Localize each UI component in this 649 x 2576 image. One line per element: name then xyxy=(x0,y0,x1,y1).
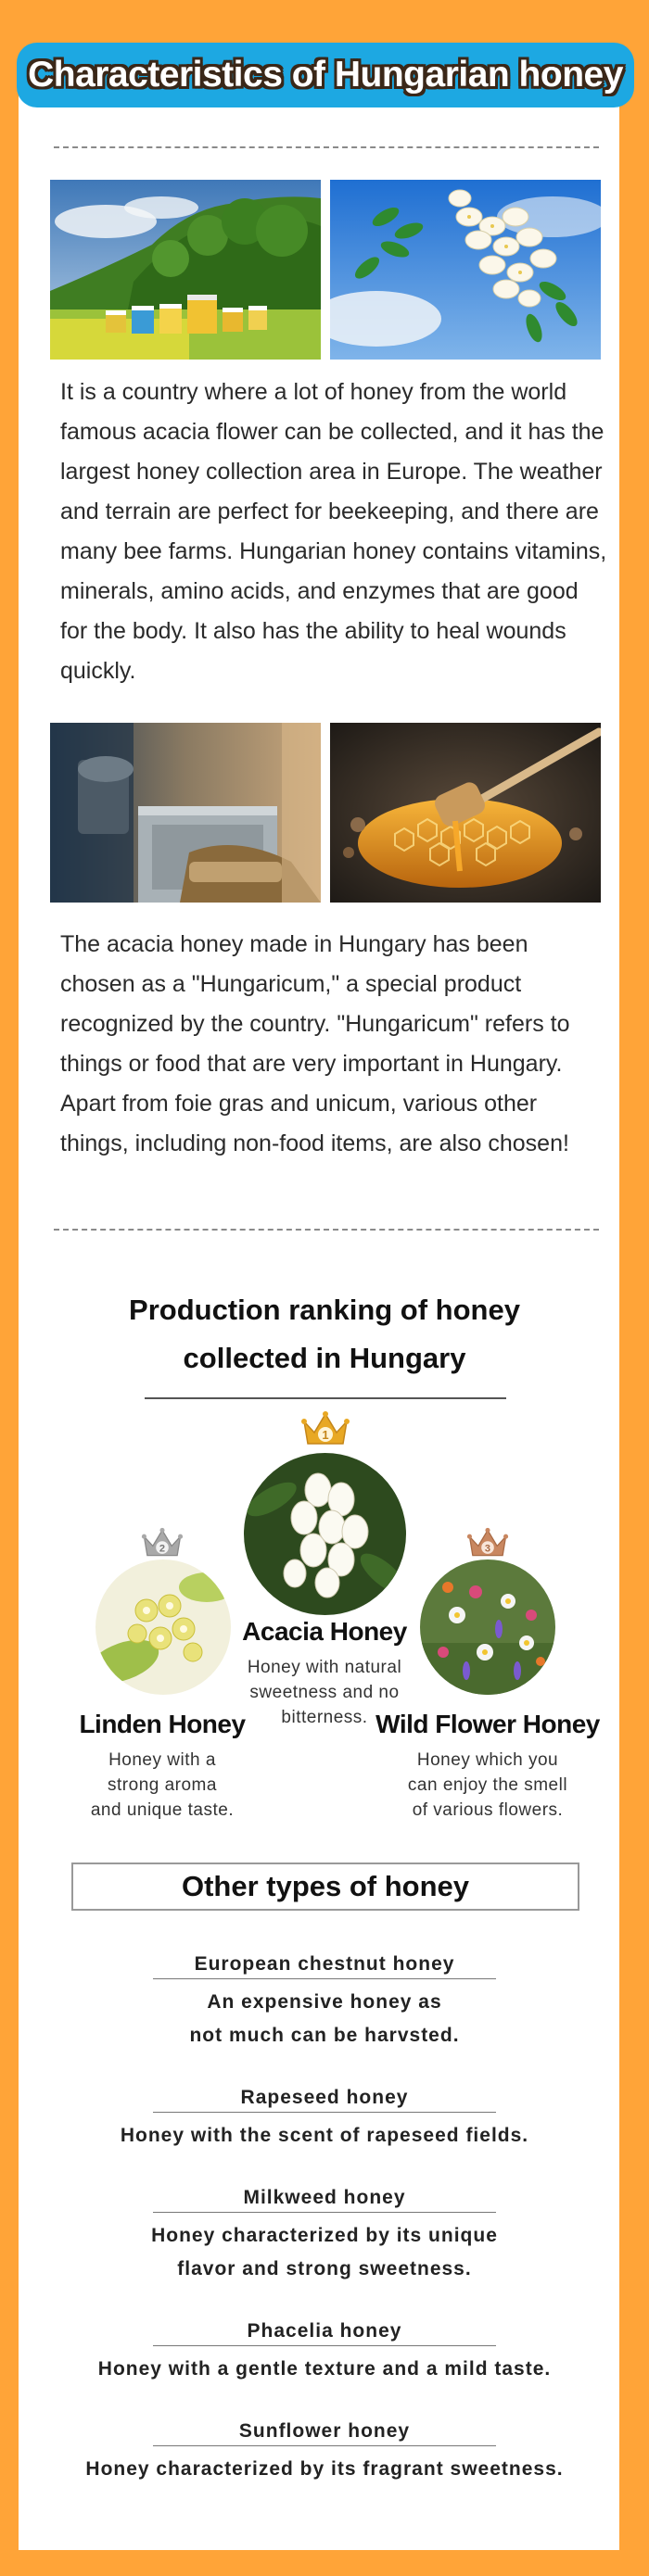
other-honey-name: Milkweed honey xyxy=(153,2187,496,2213)
ranking-title-line1: Production ranking of honey xyxy=(129,1294,520,1326)
other-desc-line: Honey with a gentle texture and a mild taste. xyxy=(97,2358,552,2380)
acacia-flower-photo xyxy=(330,180,601,360)
honeycomb-dipper-photo xyxy=(330,723,601,903)
linden-honey-name: Linden Honey xyxy=(79,1710,246,1738)
other-desc-line: An expensive honey as xyxy=(207,1991,442,2013)
wild-flower-desc-line: can enjoy the smell xyxy=(407,1775,568,1795)
other-types-heading-box xyxy=(71,1863,579,1911)
acacia-desc-line: bitterness. xyxy=(281,1708,368,1727)
wild-flower-honey-circle-photo xyxy=(420,1559,555,1695)
beehives-meadow-photo xyxy=(50,180,321,360)
other-types-heading: Other types of honey xyxy=(181,1870,470,1902)
linden-desc-line: Honey with a xyxy=(108,1750,216,1770)
acacia-honey-circle-photo xyxy=(244,1453,406,1615)
acacia-desc-line: Honey with natural xyxy=(247,1658,402,1677)
wild-flower-desc-line: Honey which you xyxy=(416,1750,559,1770)
other-honey-name: European chestnut honey xyxy=(153,1953,496,1979)
wild-flower-honey-desc xyxy=(375,1748,600,1823)
gold-crown-icon xyxy=(300,1410,350,1452)
other-honey-desc xyxy=(56,1986,593,2052)
wild-flower-honey-name: Wild Flower Honey xyxy=(375,1710,600,1738)
other-desc-line: Honey with the scent of rapeseed fields. xyxy=(120,2125,529,2146)
other-desc-line: not much can be harvsted. xyxy=(189,2025,460,2046)
other-honey-desc xyxy=(56,2453,593,2486)
dashed-divider xyxy=(54,1229,599,1231)
other-honey-desc xyxy=(56,2119,593,2153)
ranking-title-underline xyxy=(145,1397,506,1399)
other-desc-line: Honey characterized by its fragrant sweetness. xyxy=(85,2458,564,2480)
rank-3-number: 3 xyxy=(484,1543,491,1555)
linden-honey-desc xyxy=(51,1748,274,1823)
linden-desc-line: and unique taste. xyxy=(90,1800,235,1820)
ranking-title xyxy=(93,1286,556,1383)
rank-2-number: 2 xyxy=(159,1543,166,1555)
bronze-crown-icon xyxy=(466,1527,509,1563)
other-honey-name: Phacelia honey xyxy=(153,2320,496,2346)
other-honey-desc xyxy=(56,2353,593,2386)
linden-honey-circle-photo xyxy=(95,1559,231,1695)
title-banner xyxy=(17,43,634,107)
acacia-desc-line: sweetness and no xyxy=(249,1683,400,1702)
ranking-title-line2: collected in Hungary xyxy=(183,1342,466,1374)
intro-paragraph: It is a country where a lot of honey from the world famous acacia flower can be collected, and it has the largest honey collection area in Europe. The weather and terrain are perfect for beekeeping, and there are many bee farms. Hungarian honey contains vitamins, minerals, amino acids, and enzymes that are good for the body. It also has the ability to heal wounds quickly. xyxy=(60,379,607,684)
linden-desc-line: strong aroma xyxy=(108,1775,217,1795)
other-desc-line: Honey characterized by its unique xyxy=(151,2225,498,2246)
dashed-divider xyxy=(54,146,599,148)
other-desc-line: flavor and strong sweetness. xyxy=(177,2258,472,2279)
other-honey-name: Rapeseed honey xyxy=(153,2087,496,2113)
other-honey-desc xyxy=(56,2219,593,2286)
acacia-honey-name: Acacia Honey xyxy=(242,1617,407,1646)
other-honey-name: Sunflower honey xyxy=(153,2420,496,2446)
honey-extractor-photo xyxy=(50,723,321,903)
page-title: Characteristics of Hungarian honey xyxy=(28,55,623,95)
silver-crown-icon xyxy=(141,1527,184,1563)
rank-1-number: 1 xyxy=(322,1428,329,1442)
wild-flower-desc-line: of various flowers. xyxy=(412,1800,564,1820)
hungaricum-paragraph: The acacia honey made in Hungary has been chosen as a "Hungaricum," a special product recognized by the country. "Hungaricum" refers to things or food that are very important in Hungary. Apart from foie gras and unicum, various other things, including non-food items, are also chosen! xyxy=(60,931,570,1156)
